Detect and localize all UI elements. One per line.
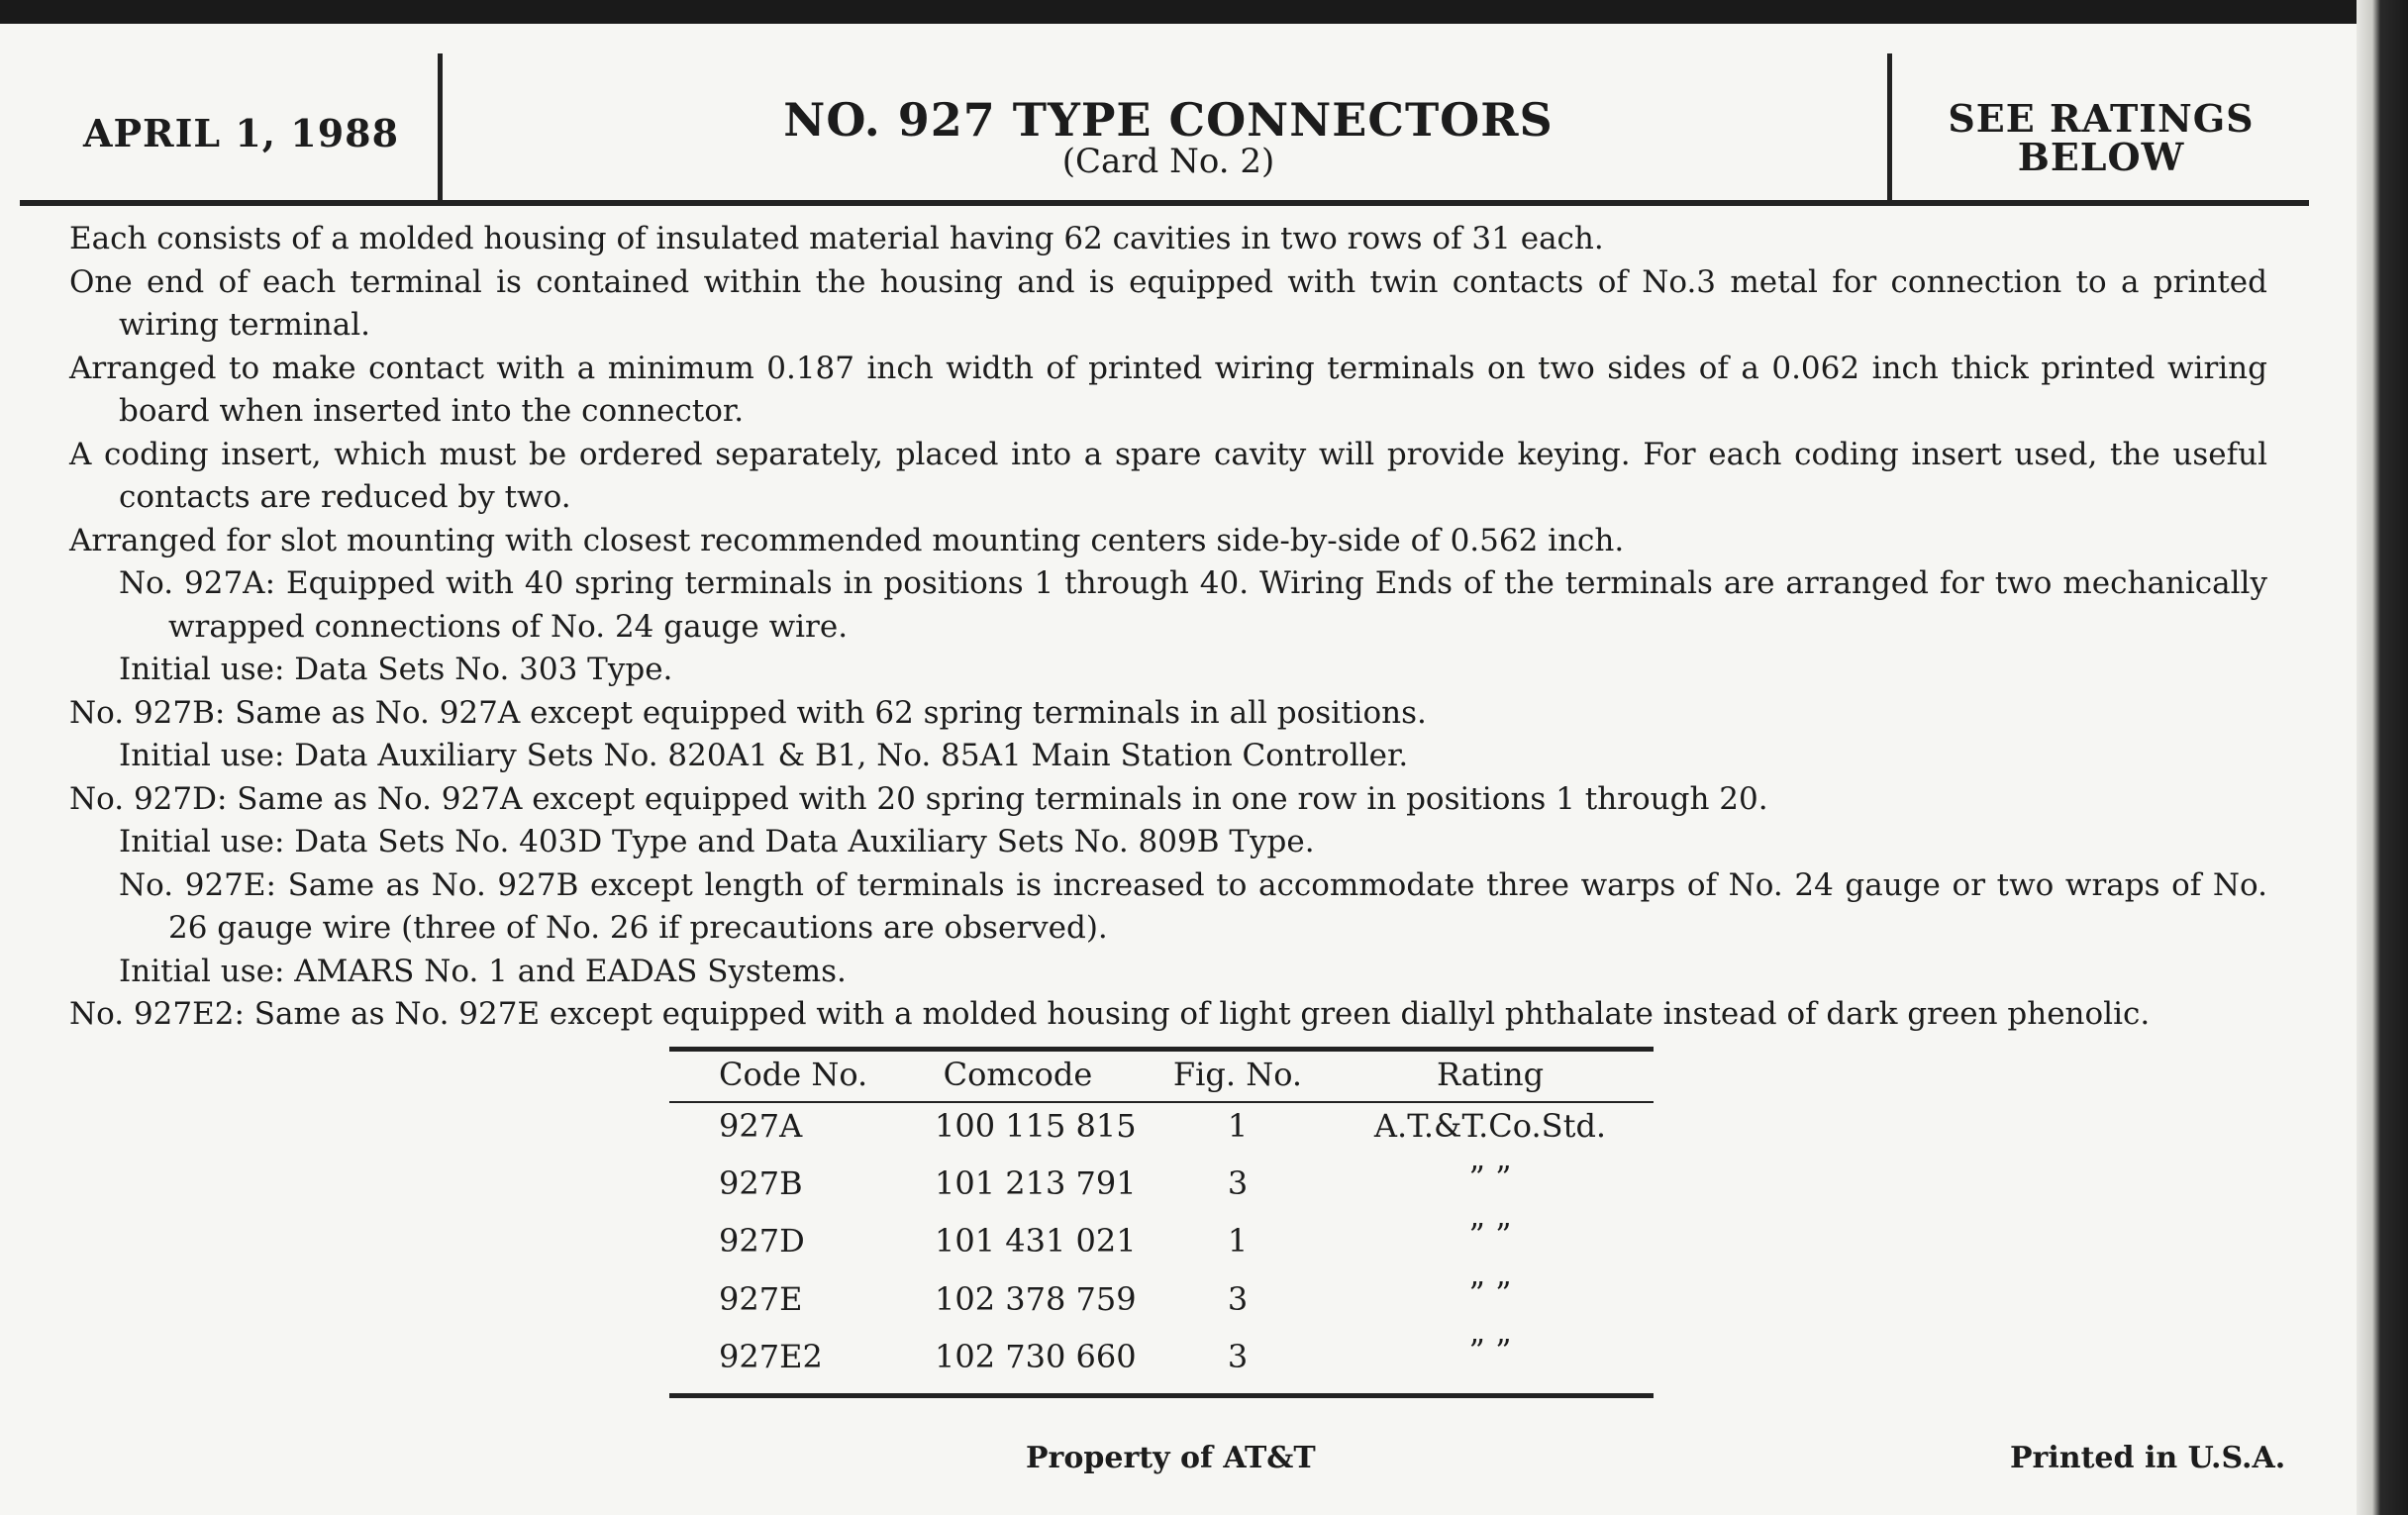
table-cell: 927E2 bbox=[719, 1338, 823, 1375]
column-header-fig: Fig. No. bbox=[1172, 1056, 1303, 1093]
item-927e2: No. 927E2: Same as No. 927E except equipped with a molded housing of light green diallyl phthalate instead of dark green phenolic. bbox=[69, 996, 2151, 1032]
header-divider-right bbox=[1887, 53, 1892, 202]
header-divider-left bbox=[438, 53, 443, 202]
column-header-rating: Rating bbox=[1436, 1056, 1545, 1093]
initial-use: Initial use: Data Sets No. 403D Type and Data Auxiliary Sets No. 809B Type. bbox=[119, 824, 1315, 859]
footer-property: Property of AT&T bbox=[1026, 1441, 1316, 1475]
table-cell: ” ” bbox=[1468, 1216, 1512, 1254]
table-cell: 1 bbox=[1227, 1222, 1249, 1260]
table-cell: 101 213 791 bbox=[935, 1164, 1137, 1202]
footer-printed: Printed in U.S.A. bbox=[2010, 1441, 2286, 1475]
table-top-rule bbox=[669, 1047, 1654, 1052]
table-cell: ” ” bbox=[1468, 1332, 1512, 1369]
scan-border-right bbox=[2357, 0, 2408, 1515]
table-cell: 3 bbox=[1227, 1280, 1249, 1318]
table-cell: 1 bbox=[1227, 1107, 1249, 1145]
paragraph: Arranged for slot mounting with closest recommended mounting centers side-by-side of 0.562 inch. bbox=[69, 522, 1625, 558]
paragraph: One end of each terminal is contained within the housing and is equipped with twin contacts of No.3 metal for connection to a printed wiring terminal. bbox=[69, 263, 2267, 343]
header-date: APRIL 1, 1988 bbox=[83, 111, 400, 155]
ratings-note: SEE RATINGS BELOW bbox=[1948, 96, 2255, 179]
table-cell: 102 378 759 bbox=[935, 1280, 1137, 1318]
item-927b: No. 927B: Same as No. 927A except equipped with 62 spring terminals in all positions. bbox=[69, 694, 1427, 731]
table-cell: 3 bbox=[1227, 1338, 1249, 1375]
table-cell: 102 730 660 bbox=[935, 1338, 1137, 1375]
table-header-rule bbox=[669, 1101, 1654, 1103]
initial-use: Initial use: AMARS No. 1 and EADAS Systems. bbox=[119, 953, 847, 989]
initial-use: Initial use: Data Auxiliary Sets No. 820A1 & B1, No. 85A1 Main Station Controller. bbox=[119, 738, 1409, 773]
paragraph: Arranged to make contact with a minimum 0.187 inch width of printed wiring terminals on two sides of a 0.062 inch thick printed wiring board when inserted into the connector. bbox=[69, 350, 2267, 429]
table-cell: A.T.&T.Co.Std. bbox=[1373, 1107, 1607, 1145]
table-bottom-rule bbox=[669, 1393, 1654, 1398]
paragraph: Each consists of a molded housing of insulated material having 62 cavities in two rows of 31 each. bbox=[69, 221, 1604, 256]
initial-use: Initial use: Data Sets No. 303 Type. bbox=[119, 652, 673, 687]
item-927e: No. 927E: Same as No. 927B except length of terminals is increased to accommodate three warps of No. 24 gauge or two wraps of No. 26 gauge wire (three of No. 26 if precautions are observed). bbox=[119, 866, 2267, 946]
page-subtitle: (Card No. 2) bbox=[1061, 142, 1275, 181]
description-body bbox=[69, 218, 2267, 1037]
table-cell: 927D bbox=[719, 1222, 805, 1260]
paragraph: A coding insert, which must be ordered separately, placed into a spare cavity will provide keying. For each coding insert used, the useful contacts are reduced by two. bbox=[69, 436, 2267, 515]
column-header-comcode: Comcode bbox=[943, 1056, 1093, 1093]
table-cell: 927E bbox=[719, 1280, 803, 1318]
table-cell: 927A bbox=[719, 1107, 803, 1145]
page-title: NO. 927 TYPE CONNECTORS bbox=[783, 93, 1554, 147]
header-rule bbox=[20, 200, 2309, 206]
table-cell: ” ” bbox=[1468, 1274, 1512, 1312]
item-927d: No. 927D: Same as No. 927A except equipped with 20 spring terminals in one row in positions 1 through 20. bbox=[69, 780, 1768, 817]
column-header-code: Code No. bbox=[719, 1056, 868, 1093]
table-cell: ” ” bbox=[1468, 1159, 1512, 1196]
table-cell: 3 bbox=[1227, 1164, 1249, 1202]
scan-border-top bbox=[0, 0, 2408, 24]
item-927a: No. 927A: Equipped with 40 spring terminals in positions 1 through 40. Wiring Ends of the terminals are arranged for two mechanically wrapped connections of No. 24 gauge wire. bbox=[119, 565, 2267, 645]
table-cell: 101 431 021 bbox=[935, 1222, 1137, 1260]
table-cell: 927B bbox=[719, 1164, 803, 1202]
table-cell: 100 115 815 bbox=[935, 1107, 1137, 1145]
